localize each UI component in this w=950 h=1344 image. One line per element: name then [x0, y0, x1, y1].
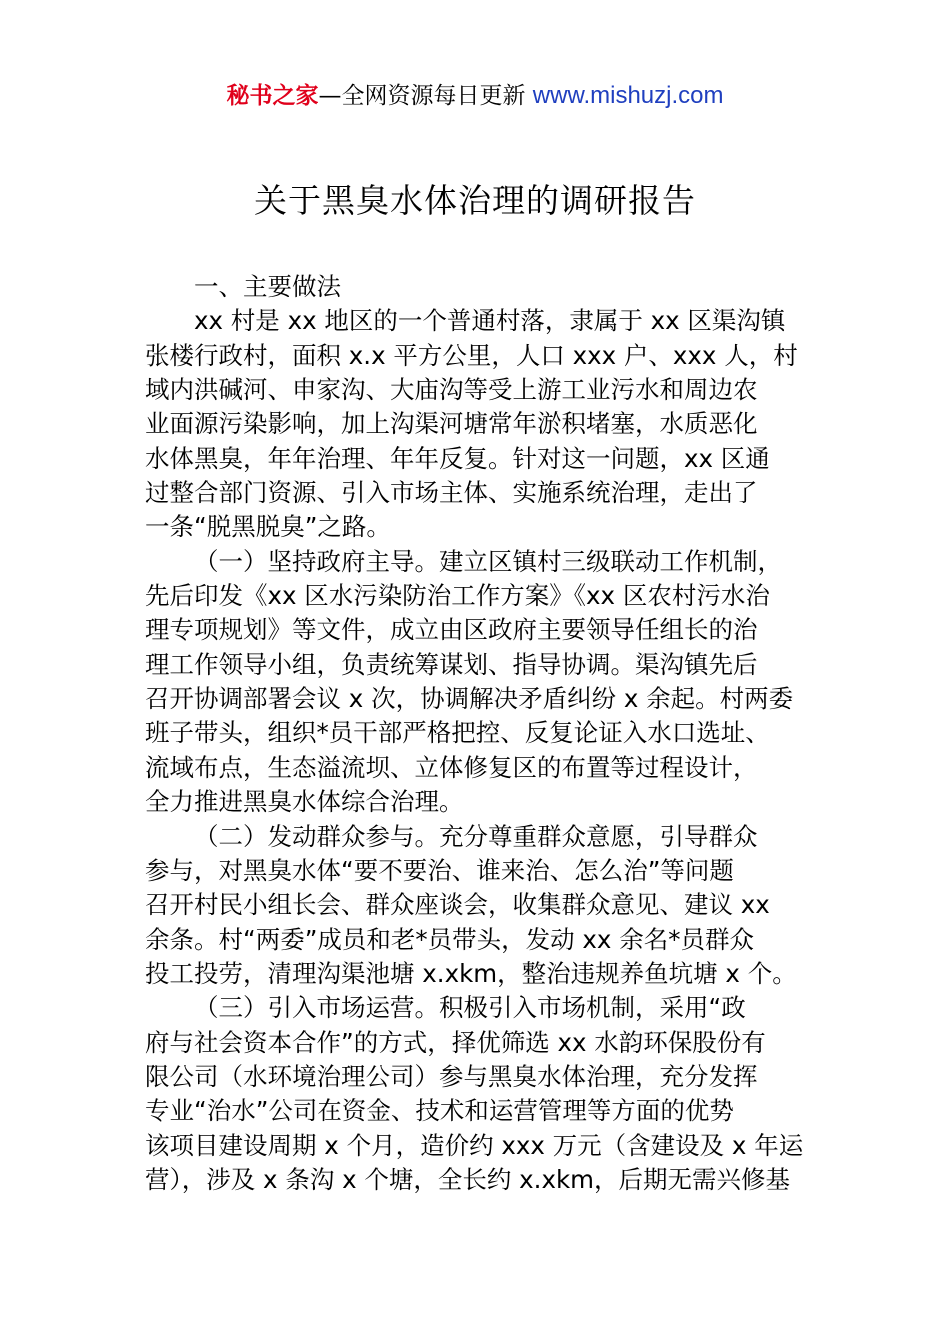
paragraph-line: 限公司（水环境治理公司）参与黑臭水体治理，充分发挥: [145, 1061, 758, 1091]
site-header: [0, 80, 950, 112]
paragraph-line: 召开村民小组长会、群众座谈会，收集群众意见、建议 xx: [145, 890, 770, 920]
paragraph-line: （一）坚持政府主导。建立区镇村三级联动工作机制，: [194, 546, 782, 576]
paragraph-line: （三）引入市场运营。积极引入市场机制，采用“政: [194, 993, 746, 1023]
paragraph-line: 水体黑臭，年年治理、年年反复。针对这一问题，xx 区通: [145, 443, 770, 473]
paragraph-line: 该项目建设周期 x 个月，造价约 xxx 万元（含建设及 x 年运: [145, 1130, 804, 1160]
site-brand: 秘书之家: [226, 83, 319, 109]
paragraph-line: 专业“治水”公司在资金、技术和运营管理等方面的优势: [145, 1096, 734, 1126]
section-heading: 一、主要做法: [194, 272, 341, 301]
site-url-link[interactable]: www.mishuzj.com: [532, 82, 724, 109]
paragraph-line: 理工作领导小组，负责统筹谋划、指导协调。渠沟镇先后: [145, 649, 758, 679]
paragraph-line: 余条。村“两委”成员和老*员带头，发动 xx 余名*员群众: [145, 924, 754, 954]
paragraph-line: 业面源污染影响，加上沟渠河塘常年淤积堵塞，水质恶化: [145, 409, 758, 439]
document-title: 关于黑臭水体治理的调研报告: [254, 181, 696, 220]
paragraph-line: 参与，对黑臭水体“要不要治、谁来治、怎么治”等问题: [145, 855, 734, 885]
paragraph-line: 投工投劳，清理沟渠池塘 x.xkm，整治违规养鱼坑塘 x 个。: [145, 958, 797, 988]
paragraph-line: 理专项规划》等文件，成立由区政府主要领导任组长的治: [145, 615, 758, 645]
paragraph-line: 过整合部门资源、引入市场主体、实施系统治理，走出了: [145, 478, 758, 508]
paragraph-line: 全力推进黑臭水体综合治理。: [145, 787, 464, 817]
paragraph-line: 营），涉及 x 条沟 x 个塘，全长约 x.xkm，后期无需兴修基: [145, 1164, 791, 1194]
paragraph-line: 流域布点，生态溢流坝、立体修复区的布置等过程设计，: [145, 752, 758, 782]
paragraph-line: xx 村是 xx 地区的一个普通村落，隶属于 xx 区渠沟镇: [194, 306, 786, 336]
paragraph-line: 先后印发《xx 区水污染防治工作方案》《xx 区农村污水治: [145, 581, 770, 611]
paragraph-line: 府与社会资本合作”的方式，择优筛选 xx 水韵环保股份有: [145, 1027, 766, 1057]
site-slogan: —全网资源每日更新: [318, 83, 526, 109]
paragraph-line: （二）发动群众参与。充分尊重群众意愿，引导群众: [194, 821, 758, 851]
paragraph-line: 班子带头，组织*员干部严格把控、反复论证入水口选址、: [145, 718, 770, 748]
paragraph-line: 域内洪碱河、申家沟、大庙沟等受上游工业污水和周边农: [145, 375, 758, 405]
paragraph-line: 张楼行政村，面积 x.x 平方公里，人口 xxx 户、xxx 人，村: [145, 340, 798, 370]
paragraph-line: 召开协调部署会议 x 次，协调解决矛盾纠纷 x 余起。村两委: [145, 684, 794, 714]
document-body: [145, 270, 830, 1197]
paragraph-line: 一条“脱黑脱臭”之路。: [145, 512, 391, 542]
